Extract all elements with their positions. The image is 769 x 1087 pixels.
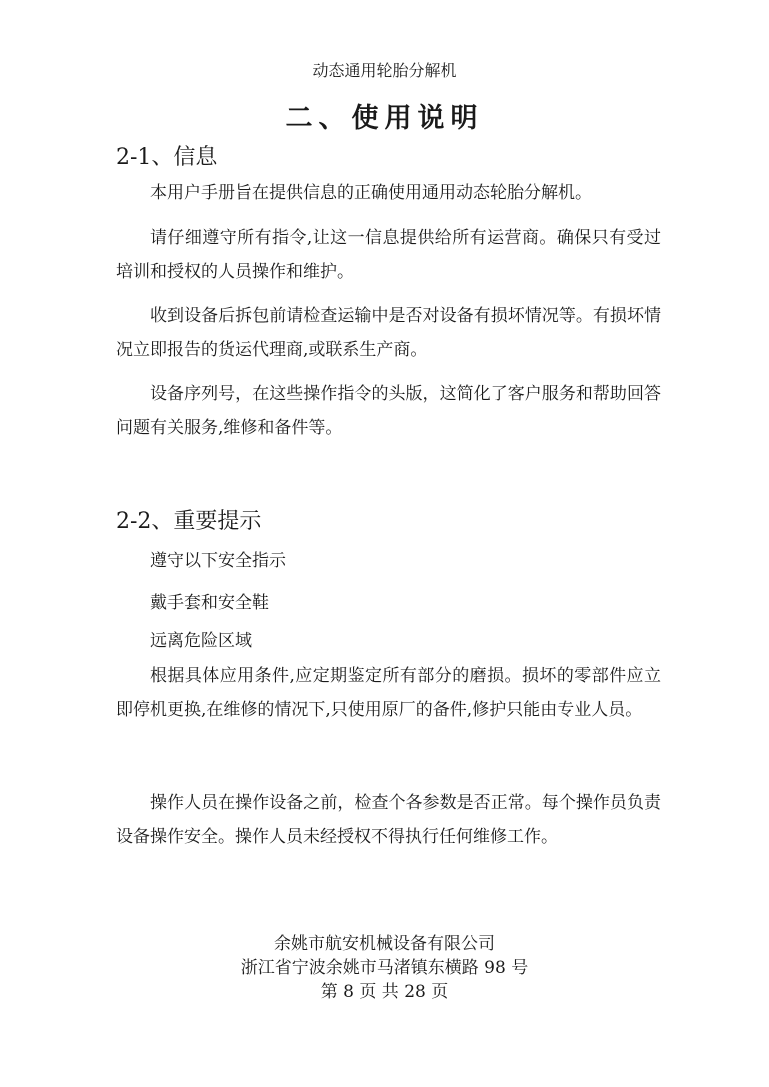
paragraph: 本用户手册旨在提供信息的正确使用通用动态轮胎分解机。 [150, 183, 592, 203]
paragraph: 操作人员在操作设备之前，检查个各参数是否正常。每个操作员负责设备操作安全。操作人员未经授权不得执行任何维修工作。 [116, 793, 661, 847]
paragraph: 设备序列号，在这些操作指令的头版，这简化了客户服务和帮助回答问题有关服务,维修和备件等。 [116, 384, 661, 438]
footer-page-number: 第 8 页 共 28 页 [320, 982, 449, 1002]
paragraph: 根据具体应用条件,应定期鉴定所有部分的磨损。损坏的零部件应立即停机更换,在维修的情况下,只使用原厂的备件,修护只能由专业人员。 [116, 666, 661, 720]
footer-address: 浙江省宁波余姚市马渚镇东横路 98 号 [240, 958, 529, 978]
section-heading-info: 2-1、信息 [116, 145, 218, 170]
page-header: 动态通用轮胎分解机 [312, 61, 457, 80]
footer-company: 余姚市航安机械设备有限公司 [274, 934, 495, 954]
paragraph: 收到设备后拆包前请检查运输中是否对设备有损坏情况等。有损坏情况立即报告的货运代理商,或联系生产商。 [116, 306, 661, 360]
list-item: 戴手套和安全鞋 [150, 593, 269, 613]
list-item: 遵守以下安全指示 [150, 551, 286, 571]
section-heading-important: 2-2、重要提示 [116, 509, 262, 534]
list-item: 远离危险区域 [150, 631, 252, 651]
paragraph: 请仔细遵守所有指令,让这一信息提供给所有运营商。确保只有受过培训和授权的人员操作和维护。 [116, 228, 661, 282]
page-title: 二、使用说明 [285, 103, 484, 134]
